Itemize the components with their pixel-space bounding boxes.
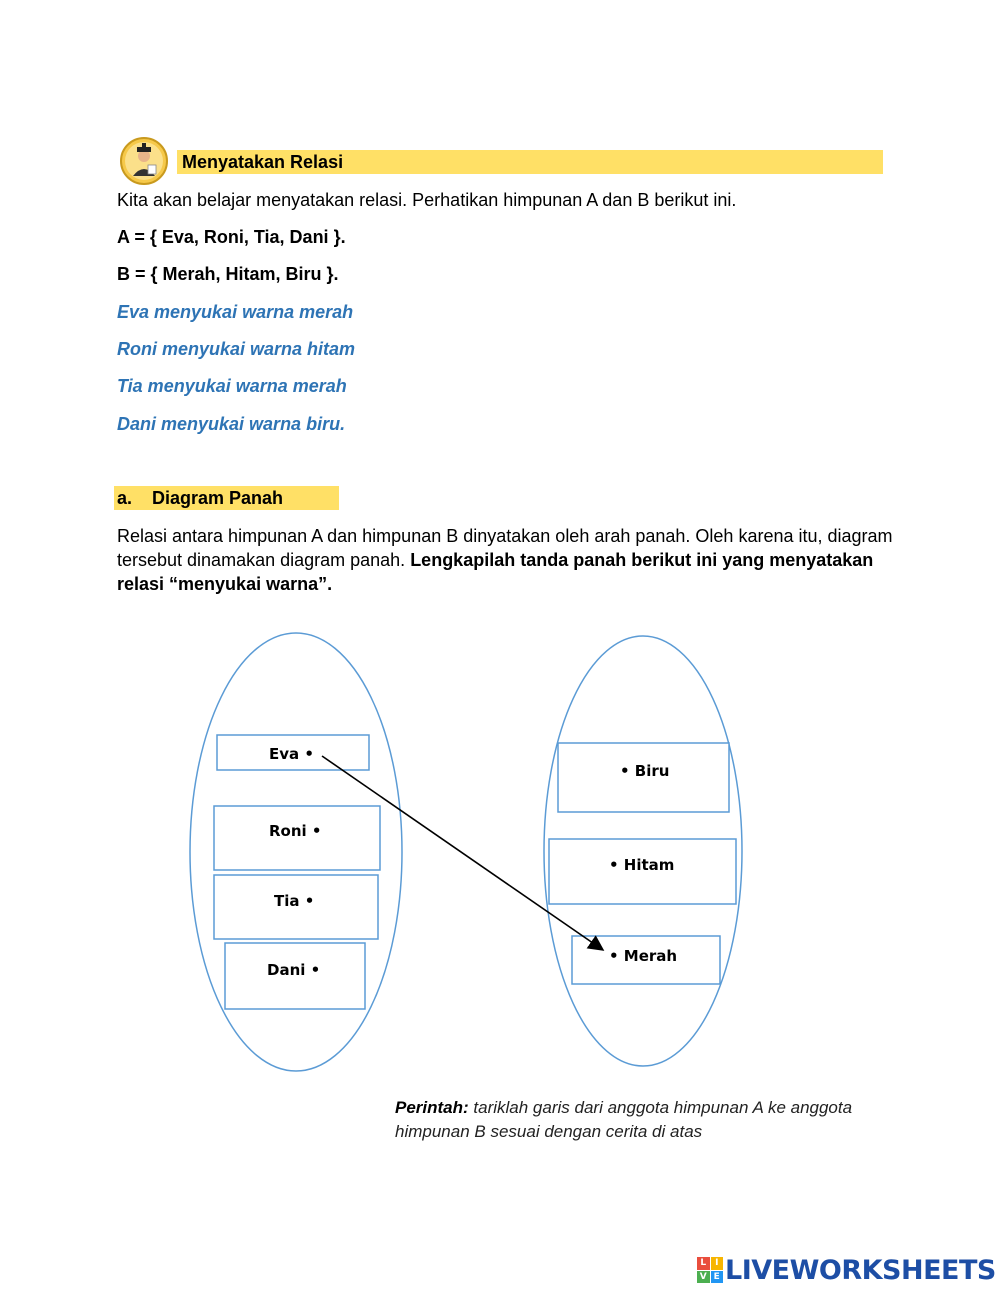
statement-dani: Dani menyukai warna biru.: [117, 414, 346, 434]
statement-roni: Roni menyukai warna hitam: [117, 339, 356, 359]
logo-text: LIVEWORKSHEETS: [725, 1254, 996, 1286]
set-b-definition: B = { Merah, Hitam, Biru }.: [117, 264, 339, 284]
paragraph-normal: Relasi antara himpunan A dan himpunan B dinyatakan oleh arah panah. Oleh karena itu, diagram tersebut dinamakan diagram panah.: [117, 526, 893, 570]
label-eva: Eva •: [269, 745, 314, 763]
label-biru: • Biru: [620, 762, 670, 780]
statement-tia: Tia menyukai warna merah: [117, 376, 347, 396]
logo-letter-l: L: [697, 1257, 710, 1270]
intro-text: Kita akan belajar menyatakan relasi. Perhatikan himpunan A dan B berikut ini.: [117, 190, 737, 210]
logo-letter-v: V: [697, 1271, 710, 1284]
label-hitam: • Hitam: [609, 856, 675, 874]
instruction-text: tariklah garis dari anggota himpunan A ke anggota himpunan B sesuai dengan cerita di atas: [395, 1098, 853, 1141]
set-a-definition: A = { Eva, Roni, Tia, Dani }.: [117, 227, 346, 247]
logo-letter-i: I: [711, 1257, 724, 1270]
instruction-label: Perintah:: [395, 1098, 469, 1117]
label-merah: • Merah: [609, 947, 678, 965]
statement-eva: Eva menyukai warna merah: [117, 302, 354, 322]
liveworksheets-logo[interactable]: [697, 1254, 996, 1286]
paragraph-bold: Lengkapilah tanda panah berikut ini yang menyatakan relasi “menyukai warna”.: [117, 550, 874, 594]
subsection-letter: a.: [117, 488, 133, 508]
section-title: Menyatakan Relasi: [182, 152, 344, 172]
logo-letter-e: E: [711, 1271, 724, 1284]
subsection-title: Diagram Panah: [152, 488, 284, 508]
logo-mark-icon: [697, 1257, 723, 1283]
label-dani: Dani •: [267, 961, 321, 979]
label-roni: Roni •: [269, 822, 322, 840]
instruction-note: [395, 1096, 865, 1144]
label-tia: Tia •: [274, 892, 315, 910]
